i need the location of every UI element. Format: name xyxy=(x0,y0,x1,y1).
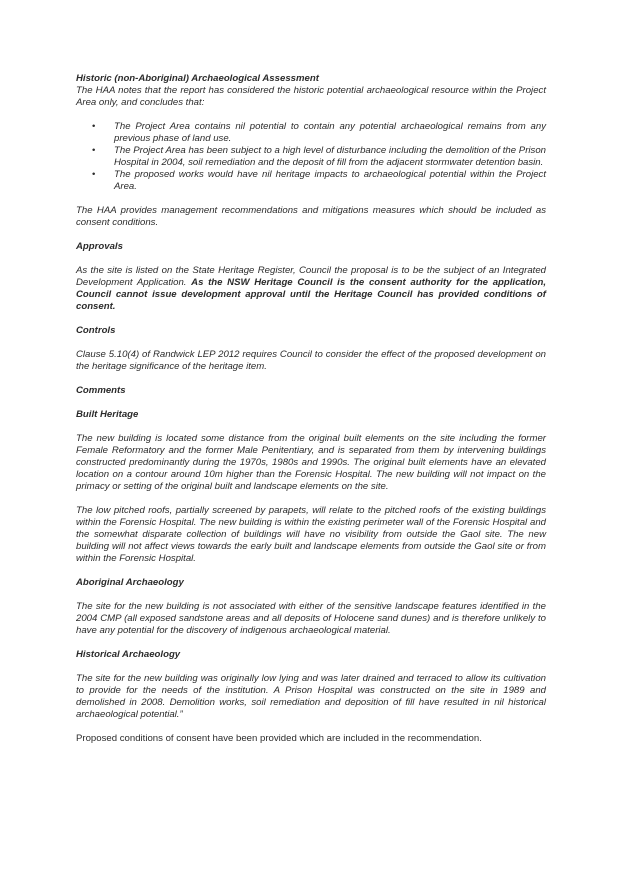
historic-heading: Historic (non-Aboriginal) Archaeological Assessment xyxy=(76,73,319,84)
list-item: • The Project Area contains nil potential to contain any potential archaeological remains from any previous phase of land use. xyxy=(114,121,546,145)
built-heritage-paragraph-1: The new building is located some distance from the original built elements on the site including the former Female Reformatory and the former Male Penitentiary, and is separated from them by intervening buildings constructed predominantly during the 1970s, 1980s and 1990s. The original built elements have an elevated location on a contour around 10m higher than the Forensic Hospital. The new building will not impact on the primacy or setting of the original built and landscape elements on the site. xyxy=(76,433,546,492)
built-heritage-heading: Built Heritage xyxy=(76,409,139,420)
historical-heading: Historical Archaeology xyxy=(76,649,181,660)
built-heritage-paragraph-2: The low pitched roofs, partially screened by parapets, will relate to the pitched roofs of the existing buildings within the Forensic Hospital. The new building is within the existing perimeter wall of the Forensic Hospital and the somewhat disparate collection of buildings will have no visibility from outside the Gaol site. The new building will not affect views towards the early built and landscape elements from outside the Gaol site or from within the Forensic Hospital. xyxy=(76,505,546,564)
list-item: • The proposed works would have nil heritage impacts to archaeological potential within the Project Area. xyxy=(114,169,546,193)
controls-heading: Controls xyxy=(76,325,116,336)
list-item: • The Project Area has been subject to a high level of disturbance including the demolition of the Prison Hospital in 2004, soil remediation and the deposit of fill from the adjacent stormwater detention basin. xyxy=(114,145,546,169)
aboriginal-heading: Aboriginal Archaeology xyxy=(76,577,184,588)
approvals-heading: Approvals xyxy=(76,241,123,252)
historic-recommendations: The HAA provides management recommendations and mitigations measures which should be included as consent conditions. xyxy=(76,205,546,228)
historic-conclusions-list xyxy=(76,121,546,193)
approvals-emphasis: As the NSW Heritage Council is the consent authority for the application, Council cannot issue development approval until the Heritage Council has provided conditions of consent. xyxy=(76,277,547,312)
approvals-paragraph xyxy=(76,265,546,313)
conclusion-text: Proposed conditions of consent have been provided which are included in the recommendation. xyxy=(76,733,482,744)
approvals-text: As the site is listed on the State Heritage Register, Council the proposal is to be the subject of an Integrated Development Application. xyxy=(76,265,546,288)
historical-text: The site for the new building was originally low lying and was later drained and terraced to allow its cultivation to provide for the needs of the institution. A Prison Hospital was constructed on the site in 1989 and demolished in 2008. Demolition works, soil remediation and deposition of fill have resulted in nil historical archaeological potential.” xyxy=(76,673,546,720)
controls-text: Clause 5.10(4) of Randwick LEP 2012 requires Council to consider the effect of the proposed development on the heritage significance of the heritage item. xyxy=(76,349,546,372)
historic-intro: The HAA notes that the report has considered the historic potential archaeological resource within the Project Area only, and concludes that: xyxy=(76,85,546,108)
comments-heading: Comments xyxy=(76,385,126,396)
aboriginal-text: The site for the new building is not associated with either of the sensitive landscape features identified in the 2004 CMP (all exposed sandstone areas and all deposits of Holocene sand dunes) and is therefore unlikely to have any potential for the discovery of indigenous archaeological material. xyxy=(76,601,546,636)
